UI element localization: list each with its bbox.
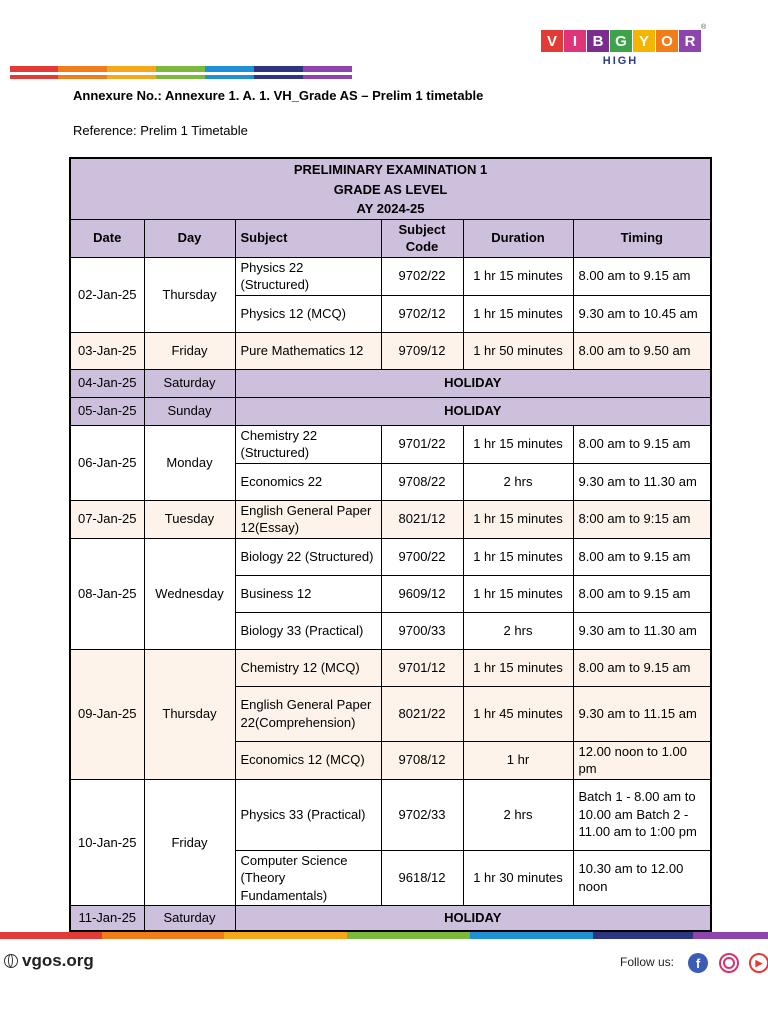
cell-code: 9701/12 <box>381 649 463 686</box>
header-timing: Timing <box>573 219 711 257</box>
cell-code: 9702/22 <box>381 257 463 295</box>
cell-day: Thursday <box>144 649 235 779</box>
header-duration: Duration <box>463 219 573 257</box>
annexure-heading: Annexure No.: Annexure 1. A. 1. VH_Grade AS – Prelim 1 timetable <box>73 88 484 103</box>
cell-subject: Physics 12 (MCQ) <box>235 295 381 332</box>
cell-code: 9700/22 <box>381 538 463 575</box>
cell-day: Monday <box>144 425 235 500</box>
cell-timing: 8.00 am to 9.50 am <box>573 332 711 369</box>
cell-timing: 9.30 am to 11.30 am <box>573 612 711 649</box>
cell-code: 9701/22 <box>381 425 463 463</box>
logo-letter: G <box>610 30 632 52</box>
cell-date: 09-Jan-25 <box>70 649 144 779</box>
cell-duration: 1 hr <box>463 741 573 779</box>
cell-code: 8021/22 <box>381 686 463 741</box>
cell-day: Friday <box>144 779 235 906</box>
vibgyor-logo <box>541 30 702 52</box>
logo-letter: R <box>679 30 701 52</box>
cell-subject: Chemistry 12 (MCQ) <box>235 649 381 686</box>
cell-holiday: HOLIDAY <box>235 369 711 397</box>
youtube-icon[interactable]: ▶ <box>749 953 768 973</box>
cell-subject: Physics 22 (Structured) <box>235 257 381 295</box>
cell-subject: Economics 22 <box>235 463 381 500</box>
cell-duration: 1 hr 15 minutes <box>463 575 573 612</box>
cell-day: Saturday <box>144 906 235 931</box>
cell-timing: 9.30 am to 10.45 am <box>573 295 711 332</box>
logo-subtitle: HIGH <box>602 55 639 67</box>
cell-timing: 8.00 am to 9.15 am <box>573 649 711 686</box>
cell-subject: Pure Mathematics 12 <box>235 332 381 369</box>
cell-timing: 8.00 am to 9.15 am <box>573 257 711 295</box>
logo-letter: I <box>564 30 586 52</box>
cell-duration: 1 hr 30 minutes <box>463 850 573 906</box>
cell-duration: 1 hr 15 minutes <box>463 425 573 463</box>
cell-code: 9709/12 <box>381 332 463 369</box>
cell-duration: 1 hr 45 minutes <box>463 686 573 741</box>
cell-holiday: HOLIDAY <box>235 397 711 425</box>
cell-date: 03-Jan-25 <box>70 332 144 369</box>
cell-timing: 8:00 am to 9:15 am <box>573 500 711 538</box>
cell-subject: English General Paper 12(Essay) <box>235 500 381 538</box>
cell-duration: 2 hrs <box>463 779 573 850</box>
cell-subject: Chemistry 22 (Structured) <box>235 425 381 463</box>
instagram-icon[interactable] <box>719 953 739 973</box>
follow-us-label: Follow us: <box>620 955 675 969</box>
registered-mark: ® <box>701 24 707 31</box>
logo-letter: Y <box>633 30 655 52</box>
cell-duration: 1 hr 15 minutes <box>463 500 573 538</box>
top-stripe-1 <box>10 66 352 72</box>
header-day: Day <box>144 219 235 257</box>
cell-subject: Physics 33 (Practical) <box>235 779 381 850</box>
logo-letter: V <box>541 30 563 52</box>
cell-duration: 1 hr 50 minutes <box>463 332 573 369</box>
globe-icon <box>4 954 18 968</box>
cell-date: 04-Jan-25 <box>70 369 144 397</box>
cell-timing: 8.00 am to 9.15 am <box>573 575 711 612</box>
cell-duration: 1 hr 15 minutes <box>463 538 573 575</box>
cell-subject: Computer Science (Theory Fundamentals) <box>235 850 381 906</box>
header-subject: Subject <box>235 219 381 257</box>
cell-subject: Biology 22 (Structured) <box>235 538 381 575</box>
facebook-icon[interactable]: f <box>688 953 708 973</box>
cell-timing: Batch 1 - 8.00 am to 10.00 am Batch 2 - 11.00 am to 1:00 pm <box>573 779 711 850</box>
cell-date: 10-Jan-25 <box>70 779 144 906</box>
reference-line: Reference: Prelim 1 Timetable <box>73 123 248 138</box>
cell-timing: 8.00 am to 9.15 am <box>573 538 711 575</box>
cell-code: 9708/12 <box>381 741 463 779</box>
table-subtitle: GRADE AS LEVEL <box>70 180 711 200</box>
cell-date: 05-Jan-25 <box>70 397 144 425</box>
cell-day: Saturday <box>144 369 235 397</box>
cell-day: Thursday <box>144 257 235 332</box>
cell-timing: 8.00 am to 9.15 am <box>573 425 711 463</box>
cell-date: 08-Jan-25 <box>70 538 144 649</box>
cell-duration: 2 hrs <box>463 463 573 500</box>
cell-code: 8021/12 <box>381 500 463 538</box>
cell-subject: Business 12 <box>235 575 381 612</box>
cell-subject: Economics 12 (MCQ) <box>235 741 381 779</box>
cell-holiday: HOLIDAY <box>235 906 711 931</box>
logo-letter: B <box>587 30 609 52</box>
cell-duration: 2 hrs <box>463 612 573 649</box>
cell-timing: 10.30 am to 12.00 noon <box>573 850 711 906</box>
header-date: Date <box>70 219 144 257</box>
timetable <box>69 157 712 932</box>
cell-code: 9702/33 <box>381 779 463 850</box>
cell-timing: 12.00 noon to 1.00 pm <box>573 741 711 779</box>
table-title: PRELIMINARY EXAMINATION 1 <box>70 158 711 180</box>
cell-code: 9700/33 <box>381 612 463 649</box>
footer-website[interactable] <box>4 951 94 971</box>
footer-stripe <box>0 932 768 939</box>
cell-duration: 1 hr 15 minutes <box>463 295 573 332</box>
cell-timing: 9.30 am to 11.30 am <box>573 463 711 500</box>
logo-letter: O <box>656 30 678 52</box>
cell-day: Wednesday <box>144 538 235 649</box>
cell-code: 9618/12 <box>381 850 463 906</box>
top-stripe-2 <box>10 75 352 79</box>
cell-day: Friday <box>144 332 235 369</box>
cell-duration: 1 hr 15 minutes <box>463 649 573 686</box>
cell-code: 9609/12 <box>381 575 463 612</box>
table-year: AY 2024-25 <box>70 199 711 219</box>
cell-duration: 1 hr 15 minutes <box>463 257 573 295</box>
cell-code: 9702/12 <box>381 295 463 332</box>
cell-day: Tuesday <box>144 500 235 538</box>
cell-date: 11-Jan-25 <box>70 906 144 931</box>
cell-subject: English General Paper 22(Comprehension) <box>235 686 381 741</box>
header-subject-code: Subject Code <box>381 219 463 257</box>
website-text[interactable]: vgos.org <box>22 951 94 970</box>
cell-day: Sunday <box>144 397 235 425</box>
cell-date: 07-Jan-25 <box>70 500 144 538</box>
cell-subject: Biology 33 (Practical) <box>235 612 381 649</box>
cell-date: 02-Jan-25 <box>70 257 144 332</box>
cell-timing: 9.30 am to 11.15 am <box>573 686 711 741</box>
cell-date: 06-Jan-25 <box>70 425 144 500</box>
cell-code: 9708/22 <box>381 463 463 500</box>
